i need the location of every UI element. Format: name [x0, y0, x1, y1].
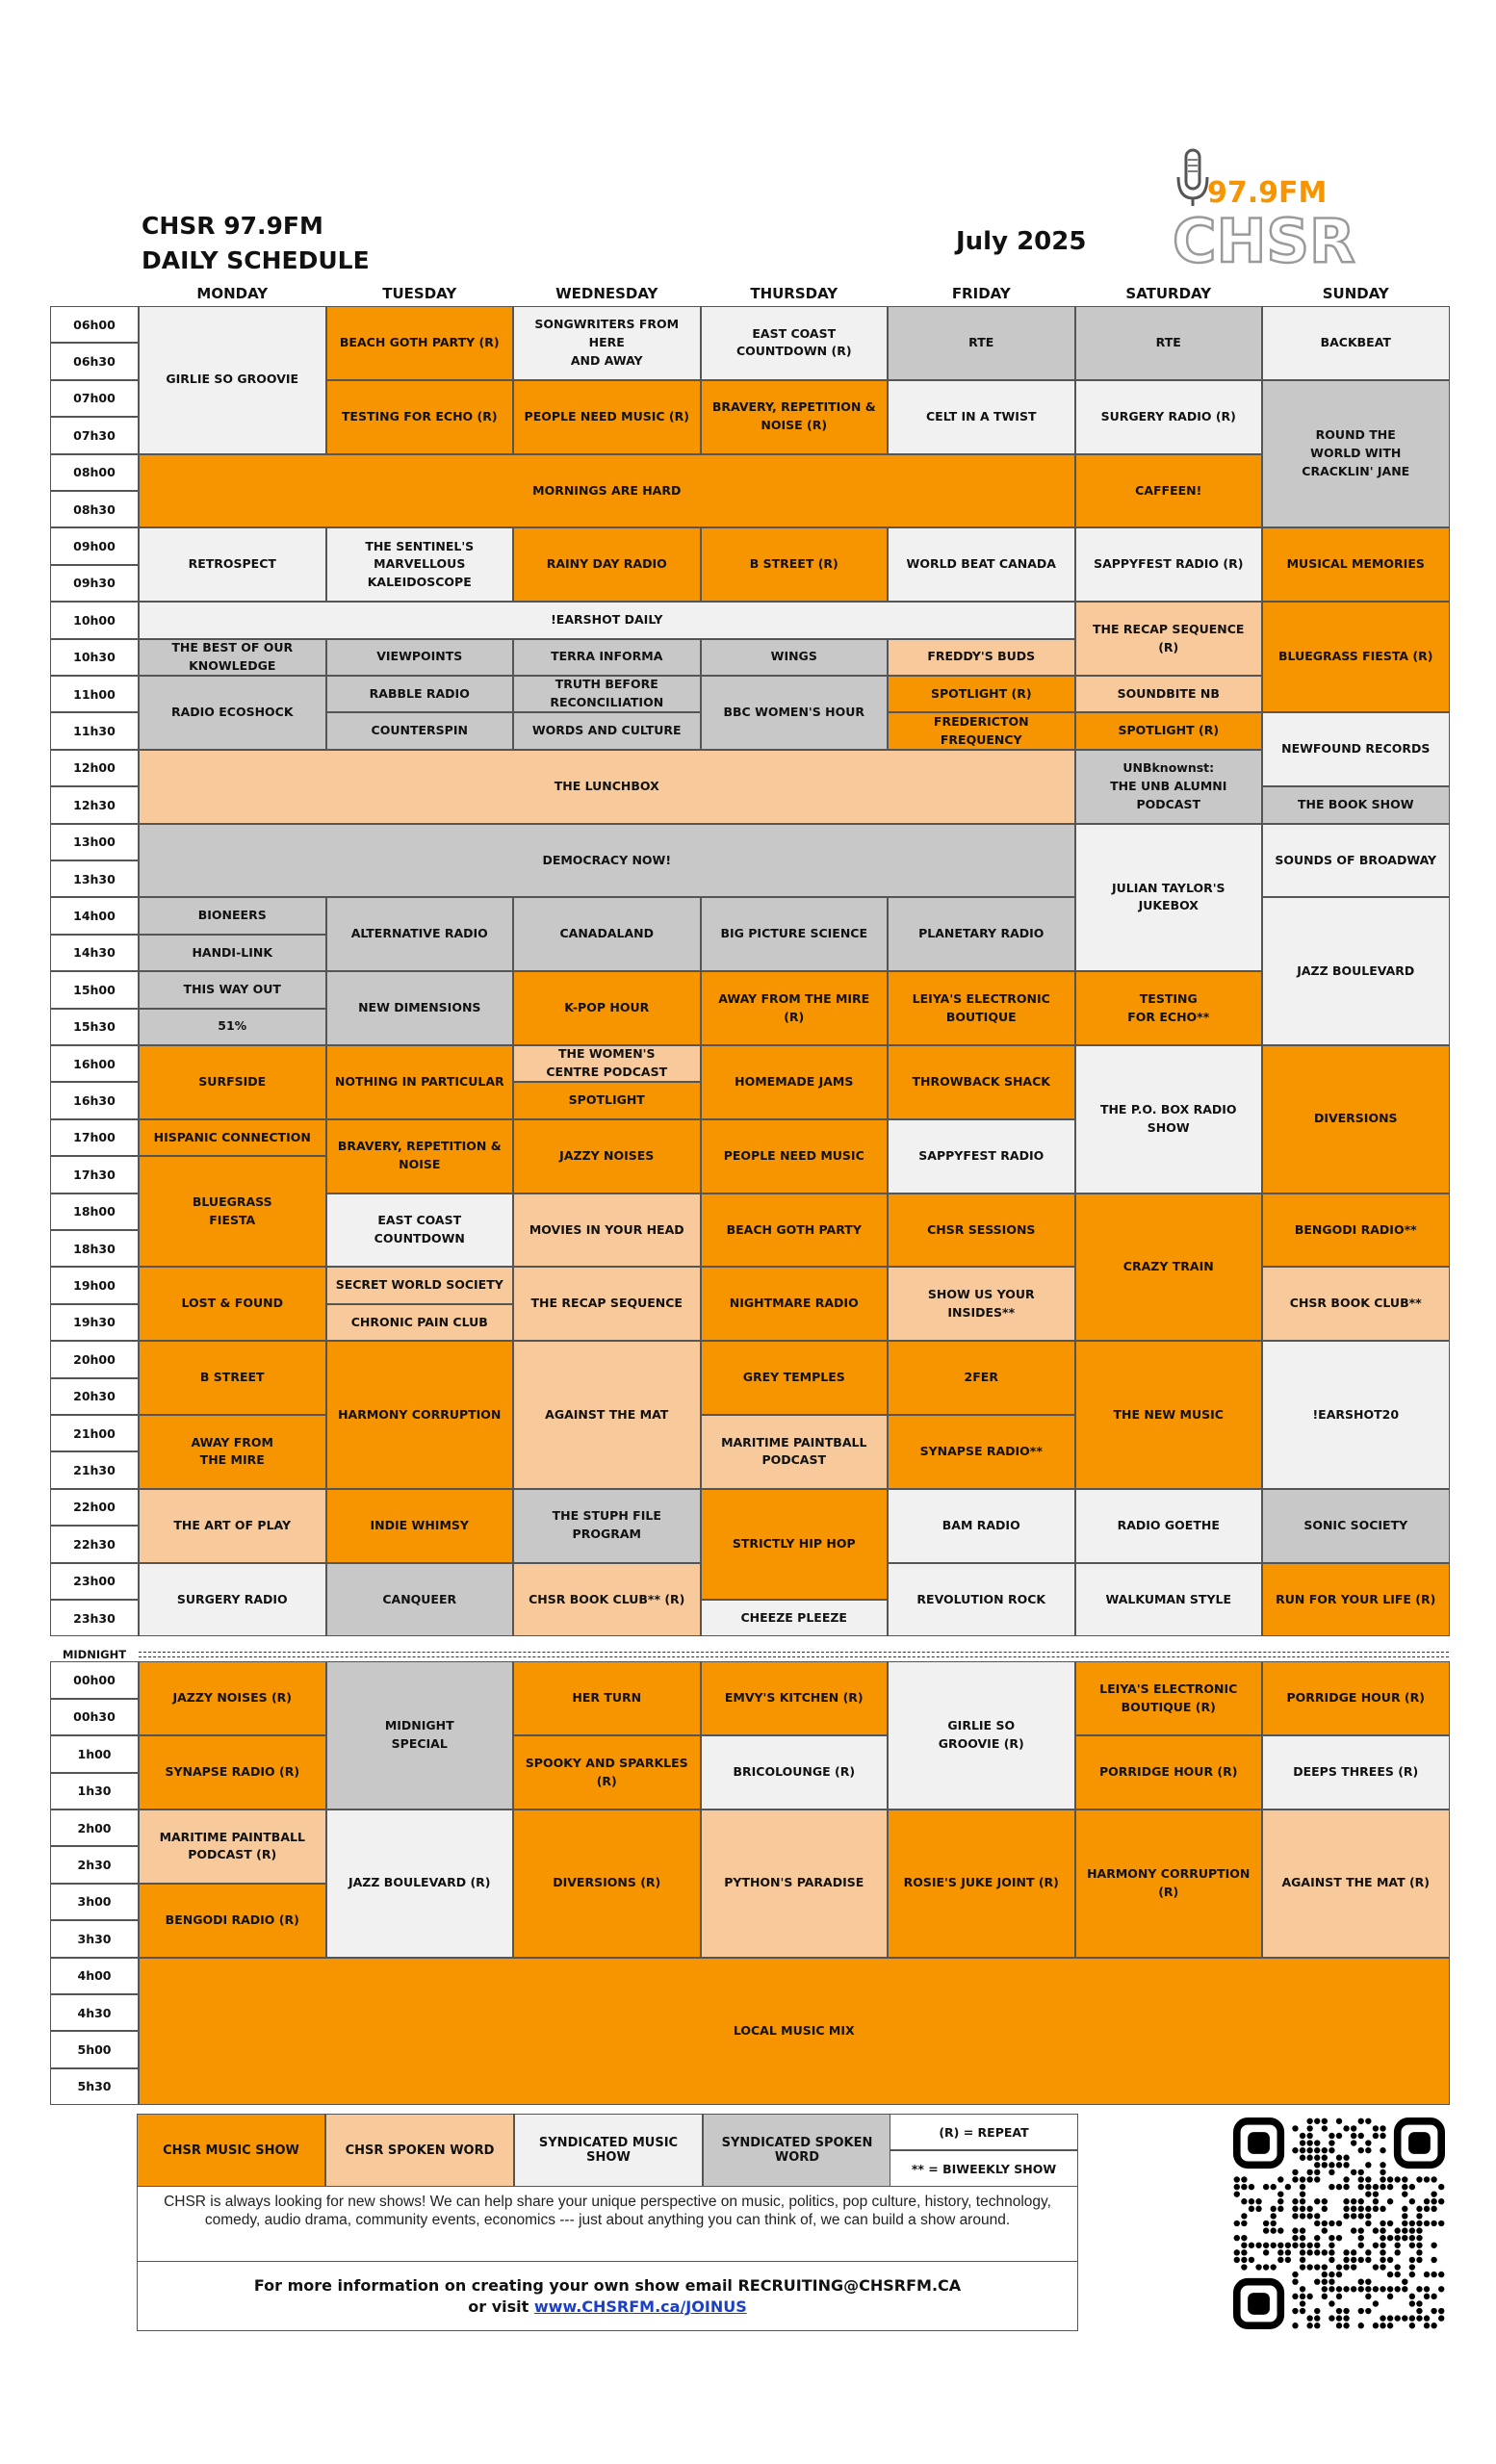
time-slot-label: 16h00: [50, 1045, 139, 1082]
show-cell: GIRLIE SO GROOVIE: [139, 306, 326, 454]
show-cell: CHEEZE PLEEZE: [701, 1600, 889, 1636]
time-slot-label: 13h30: [50, 860, 139, 897]
time-slot-label: 5h30: [50, 2068, 139, 2105]
time-slot-label: 22h00: [50, 1489, 139, 1526]
time-slot-label: 17h00: [50, 1119, 139, 1156]
show-cell: JAZZY NOISES: [513, 1119, 701, 1194]
show-cell: JAZZ BOULEVARD (R): [326, 1810, 514, 1958]
show-cell: WORLD BEAT CANADA: [888, 527, 1075, 602]
show-cell: LEIYA'S ELECTRONIC BOUTIQUE: [888, 971, 1075, 1045]
show-cell: SECRET WORLD SOCIETY: [326, 1267, 514, 1303]
time-slot-label: 13h00: [50, 824, 139, 860]
show-cell: THE BOOK SHOW: [1262, 786, 1450, 823]
day-header-thursday: THURSDAY: [750, 285, 838, 302]
show-cell: EAST COAST COUNTDOWN: [326, 1194, 514, 1268]
show-cell: DIVERSIONS: [1262, 1045, 1450, 1194]
show-cell: TESTING FOR ECHO (R): [326, 380, 514, 454]
visit-line: [147, 2297, 1068, 2318]
midnight-divider: [139, 1652, 1449, 1657]
time-slot-label: 16h30: [50, 1082, 139, 1118]
show-cell: UNBknownst: THE UNB ALUMNI PODCAST: [1075, 750, 1263, 824]
show-cell: PLANETARY RADIO: [888, 897, 1075, 971]
show-cell: EAST COAST COUNTDOWN (R): [701, 306, 889, 380]
show-cell: BLUEGRASS FIESTA (R): [1262, 602, 1450, 712]
show-cell: K-POP HOUR: [513, 971, 701, 1045]
show-cell: WALKUMAN STYLE: [1075, 1563, 1263, 1637]
time-slot-label: 09h00: [50, 527, 139, 564]
show-cell: RUN FOR YOUR LIFE (R): [1262, 1563, 1450, 1637]
time-slot-label: 3h00: [50, 1884, 139, 1920]
time-slot-label: 21h30: [50, 1451, 139, 1488]
show-cell: WINGS: [701, 639, 889, 676]
show-cell: CANQUEER: [326, 1563, 514, 1637]
time-slot-label: 11h30: [50, 712, 139, 749]
show-cell: THE NEW MUSIC: [1075, 1341, 1263, 1489]
show-cell: SYNAPSE RADIO (R): [139, 1735, 326, 1810]
day-header-tuesday: TUESDAY: [382, 285, 457, 302]
day-header-wednesday: WEDNESDAY: [555, 285, 658, 302]
day-header-friday: FRIDAY: [951, 285, 1011, 302]
show-cell: CAFFEEN!: [1075, 454, 1263, 528]
time-slot-label: 18h00: [50, 1194, 139, 1230]
time-slot-label: 15h00: [50, 971, 139, 1008]
show-cell: 2FER: [888, 1341, 1075, 1415]
show-cell: CANADALAND: [513, 897, 701, 971]
show-cell: BLUEGRASS FIESTA: [139, 1156, 326, 1267]
show-cell: NEW DIMENSIONS: [326, 971, 514, 1045]
day-headers: [0, 285, 1496, 304]
show-cell: MOVIES IN YOUR HEAD: [513, 1194, 701, 1268]
show-cell: PORRIDGE HOUR (R): [1075, 1735, 1263, 1810]
show-cell: THE RECAP SEQUENCE (R): [1075, 602, 1263, 676]
legend-syndicated-music: SYNDICATED MUSIC SHOW: [514, 2114, 703, 2187]
show-cell: VIEWPOINTS: [326, 639, 514, 676]
show-cell: SPOTLIGHT: [513, 1082, 701, 1118]
time-slot-label: 08h00: [50, 454, 139, 491]
show-cell: HARMONY CORRUPTION: [326, 1341, 514, 1489]
show-cell: GIRLIE SO GROOVIE (R): [888, 1661, 1075, 1810]
show-cell: DEMOCRACY NOW!: [139, 824, 1075, 898]
time-slot-label: 14h00: [50, 897, 139, 934]
show-cell: THE LUNCHBOX: [139, 750, 1075, 824]
show-cell: CELT IN A TWIST: [888, 380, 1075, 454]
time-slot-label: 10h00: [50, 602, 139, 638]
schedule-month: July 2025: [956, 227, 1087, 256]
show-cell: CHSR BOOK CLUB**: [1262, 1267, 1450, 1341]
show-cell: ALTERNATIVE RADIO: [326, 897, 514, 971]
show-cell: LOST & FOUND: [139, 1267, 326, 1341]
show-cell: BEACH GOTH PARTY (R): [326, 306, 514, 380]
show-cell: TESTING FOR ECHO**: [1075, 971, 1263, 1045]
show-cell: SOUNDS OF BROADWAY: [1262, 824, 1450, 898]
day-header-sunday: SUNDAY: [1322, 285, 1389, 302]
show-cell: NIGHTMARE RADIO: [701, 1267, 889, 1341]
show-cell: SONIC SOCIETY: [1262, 1489, 1450, 1563]
day-header-monday: MONDAY: [196, 285, 269, 302]
time-slot-label: 1h30: [50, 1773, 139, 1810]
show-cell: RADIO ECOSHOCK: [139, 676, 326, 750]
show-cell: SOUNDBITE NB: [1075, 676, 1263, 712]
show-cell: BENGODI RADIO**: [1262, 1194, 1450, 1268]
show-cell: TRUTH BEFORE RECONCILIATION: [513, 676, 701, 712]
time-slot-label: 19h30: [50, 1304, 139, 1341]
time-slot-label: 2h30: [50, 1846, 139, 1883]
recruiting-info: [137, 2187, 1078, 2331]
show-cell: INDIE WHIMSY: [326, 1489, 514, 1563]
show-cell: STRICTLY HIP HOP: [701, 1489, 889, 1600]
show-cell: GREY TEMPLES: [701, 1341, 889, 1415]
show-cell: LOCAL MUSIC MIX: [139, 1958, 1450, 2106]
time-slot-label: 4h00: [50, 1958, 139, 1994]
show-cell: BACKBEAT: [1262, 306, 1450, 380]
show-cell: B STREET: [139, 1341, 326, 1415]
time-slot-label: 18h30: [50, 1230, 139, 1267]
show-cell: RADIO GOETHE: [1075, 1489, 1263, 1563]
schedule-grid: [50, 306, 1449, 2098]
show-cell: SYNAPSE RADIO**: [888, 1415, 1075, 1489]
show-cell: MARITIME PAINTBALL PODCAST: [701, 1415, 889, 1489]
show-cell: THE STUPH FILE PROGRAM: [513, 1489, 701, 1563]
show-cell: !EARSHOT20: [1262, 1341, 1450, 1489]
time-slot-label: 20h30: [50, 1378, 139, 1415]
time-slot-label: 06h00: [50, 306, 139, 343]
show-cell: FREDDY'S BUDS: [888, 639, 1075, 676]
show-cell: BRICOLOUNGE (R): [701, 1735, 889, 1810]
time-slot-label: 00h30: [50, 1699, 139, 1735]
show-cell: MORNINGS ARE HARD: [139, 454, 1075, 528]
time-slot-label: 12h00: [50, 750, 139, 786]
time-slot-label: 11h00: [50, 676, 139, 712]
time-slot-label: 23h30: [50, 1600, 139, 1636]
show-cell: HARMONY CORRUPTION (R): [1075, 1810, 1263, 1958]
legend-biweekly: ** = BIWEEKLY SHOW: [890, 2150, 1078, 2187]
time-slot-label: 3h30: [50, 1920, 139, 1957]
show-cell: JULIAN TAYLOR'S JUKEBOX: [1075, 824, 1263, 972]
show-cell: SPOTLIGHT (R): [888, 676, 1075, 712]
show-cell: !EARSHOT DAILY: [139, 602, 1075, 638]
time-slot-label: 00h00: [50, 1661, 139, 1698]
show-cell: PEOPLE NEED MUSIC: [701, 1119, 889, 1194]
show-cell: MUSICAL MEMORIES: [1262, 527, 1450, 602]
show-cell: THROWBACK SHACK: [888, 1045, 1075, 1119]
time-slot-label: 4h30: [50, 1994, 139, 2031]
show-cell: AWAY FROM THE MIRE (R): [701, 971, 889, 1045]
show-cell: AGAINST THE MAT: [513, 1341, 701, 1489]
show-cell: REVOLUTION ROCK: [888, 1563, 1075, 1637]
show-cell: 51%: [139, 1009, 326, 1045]
show-cell: BIONEERS: [139, 897, 326, 934]
show-cell: RTE: [1075, 306, 1263, 380]
show-cell: BEACH GOTH PARTY: [701, 1194, 889, 1268]
show-cell: THE WOMEN'S CENTRE PODCAST: [513, 1045, 701, 1082]
day-header-saturday: SATURDAY: [1125, 285, 1212, 302]
show-cell: DEEPS THREES (R): [1262, 1735, 1450, 1810]
microphone-icon: [1178, 150, 1207, 206]
logo-frequency: 97.9FM: [1207, 176, 1328, 210]
chsr-logo: [1165, 144, 1367, 270]
show-cell: LEIYA'S ELECTRONIC BOUTIQUE (R): [1075, 1661, 1263, 1735]
show-cell: FREDERICTON FREQUENCY: [888, 712, 1075, 749]
show-cell: BENGODI RADIO (R): [139, 1884, 326, 1958]
show-cell: THIS WAY OUT: [139, 971, 326, 1008]
time-slot-label: 14h30: [50, 935, 139, 971]
time-slot-label: 5h00: [50, 2031, 139, 2067]
show-cell: CHSR BOOK CLUB** (R): [513, 1563, 701, 1637]
show-cell: ROSIE'S JUKE JOINT (R): [888, 1810, 1075, 1958]
show-cell: RTE: [888, 306, 1075, 380]
show-cell: COUNTERSPIN: [326, 712, 514, 749]
legend-music-show: CHSR MUSIC SHOW: [137, 2114, 325, 2187]
show-cell: SAPPYFEST RADIO (R): [1075, 527, 1263, 602]
show-cell: JAZZ BOULEVARD: [1262, 897, 1450, 1045]
legend: [137, 2114, 1078, 2187]
contact-email-line: For more information on creating your own show email RECRUITING@CHSRFM.CA: [253, 2276, 962, 2295]
time-slot-label: 10h30: [50, 639, 139, 676]
time-slot-label: 07h30: [50, 417, 139, 453]
recruiting-text: CHSR is always looking for new shows! We can help share your unique perspective on music, politics, pop culture, history, technology, comedy, audio drama, community events, economics --- just about anything you can think of, we can build a show around.: [138, 2187, 1077, 2262]
show-cell: HER TURN: [513, 1661, 701, 1735]
show-cell: PYTHON'S PARADISE: [701, 1810, 889, 1958]
show-cell: HOMEMADE JAMS: [701, 1045, 889, 1119]
qr-code-icon: [1233, 2118, 1445, 2329]
join-link[interactable]: www.CHSRFM.ca/JOINUS: [533, 2297, 747, 2317]
show-cell: SURGERY RADIO (R): [1075, 380, 1263, 454]
show-cell: TERRA INFORMA: [513, 639, 701, 676]
show-cell: PORRIDGE HOUR (R): [1262, 1661, 1450, 1735]
show-cell: NOTHING IN PARTICULAR: [326, 1045, 514, 1119]
show-cell: DIVERSIONS (R): [513, 1810, 701, 1958]
show-cell: SONGWRITERS FROM HERE AND AWAY: [513, 306, 701, 380]
show-cell: HISPANIC CONNECTION: [139, 1119, 326, 1156]
legend-repeat: (R) = REPEAT: [890, 2114, 1078, 2150]
show-cell: ROUND THE WORLD WITH CRACKLIN' JANE: [1262, 380, 1450, 528]
show-cell: BBC WOMEN'S HOUR: [701, 676, 889, 750]
legend-spoken-word: CHSR SPOKEN WORD: [325, 2114, 514, 2187]
time-slot-label: 06h30: [50, 343, 139, 379]
time-slot-label: 19h00: [50, 1267, 139, 1303]
time-slot-label: 15h30: [50, 1009, 139, 1045]
time-slot-label: 23h00: [50, 1563, 139, 1600]
time-slot-label: 20h00: [50, 1341, 139, 1377]
show-cell: RETROSPECT: [139, 527, 326, 602]
page-title-schedule: DAILY SCHEDULE: [142, 246, 370, 274]
show-cell: BIG PICTURE SCIENCE: [701, 897, 889, 971]
show-cell: SURGERY RADIO: [139, 1563, 326, 1637]
show-cell: MARITIME PAINTBALL PODCAST (R): [139, 1810, 326, 1884]
time-slot-label: 09h30: [50, 565, 139, 602]
show-cell: RABBLE RADIO: [326, 676, 514, 712]
show-cell: RAINY DAY RADIO: [513, 527, 701, 602]
show-cell: THE RECAP SEQUENCE: [513, 1267, 701, 1341]
show-cell: SHOW US YOUR INSIDES**: [888, 1267, 1075, 1341]
time-slot-label: 22h30: [50, 1526, 139, 1562]
visit-prefix: or visit: [468, 2297, 529, 2317]
show-cell: MIDNIGHT SPECIAL: [326, 1661, 514, 1810]
show-cell: BAM RADIO: [888, 1489, 1075, 1563]
show-cell: THE BEST OF OUR KNOWLEDGE: [139, 639, 326, 676]
time-slot-label: 21h00: [50, 1415, 139, 1451]
show-cell: PEOPLE NEED MUSIC (R): [513, 380, 701, 454]
show-cell: AWAY FROM THE MIRE: [139, 1415, 326, 1489]
time-slot-label: 12h30: [50, 786, 139, 823]
logo-callsign: CHSR: [1173, 206, 1355, 270]
show-cell: SPOTLIGHT (R): [1075, 712, 1263, 749]
time-slot-label: 1h00: [50, 1735, 139, 1772]
show-cell: THE P.O. BOX RADIO SHOW: [1075, 1045, 1263, 1194]
show-cell: HANDI-LINK: [139, 935, 326, 971]
show-cell: THE ART OF PLAY: [139, 1489, 326, 1563]
show-cell: CRAZY TRAIN: [1075, 1194, 1263, 1342]
show-cell: NEWFOUND RECORDS: [1262, 712, 1450, 786]
show-cell: BRAVERY, REPETITION & NOISE (R): [701, 380, 889, 454]
show-cell: EMVY'S KITCHEN (R): [701, 1661, 889, 1735]
show-cell: WORDS AND CULTURE: [513, 712, 701, 749]
show-cell: BRAVERY, REPETITION & NOISE: [326, 1119, 514, 1194]
show-cell: THE SENTINEL'S MARVELLOUS KALEIDOSCOPE: [326, 527, 514, 602]
show-cell: AGAINST THE MAT (R): [1262, 1810, 1450, 1958]
contact-block: [138, 2262, 1077, 2332]
page-title-station: CHSR 97.9FM: [142, 212, 323, 240]
time-slot-label: 17h30: [50, 1156, 139, 1193]
show-cell: CHSR SESSIONS: [888, 1194, 1075, 1268]
show-cell: CHRONIC PAIN CLUB: [326, 1304, 514, 1341]
time-slot-label: 08h30: [50, 491, 139, 527]
time-slot-label: 2h00: [50, 1810, 139, 1846]
legend-syndicated-spoken: SYNDICATED SPOKEN WORD: [703, 2114, 891, 2187]
time-slot-label: 07h00: [50, 380, 139, 417]
show-cell: B STREET (R): [701, 527, 889, 602]
show-cell: SPOOKY AND SPARKLES (R): [513, 1735, 701, 1810]
show-cell: SAPPYFEST RADIO: [888, 1119, 1075, 1194]
show-cell: SURFSIDE: [139, 1045, 326, 1119]
show-cell: JAZZY NOISES (R): [139, 1661, 326, 1735]
midnight-label: MIDNIGHT: [62, 1648, 127, 1661]
